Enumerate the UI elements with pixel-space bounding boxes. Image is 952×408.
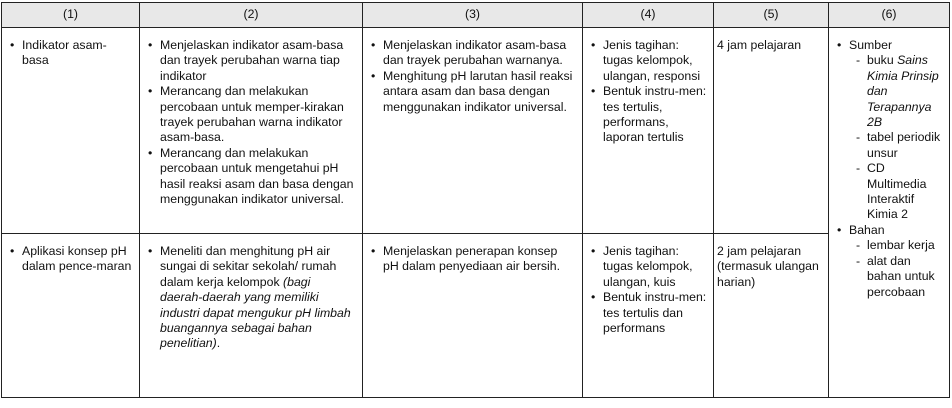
time-cell <box>714 234 829 398</box>
topic-cell <box>2 234 140 398</box>
list-item: • Menghitung pH larutan hasil reaksi antara asam dan basa dengan menggunakan indikator universal. <box>383 69 576 115</box>
indicator-cell <box>363 234 583 398</box>
item-text: tabel periodik unsur <box>867 130 941 160</box>
list-item: • Menjelaskan indikator asam-basa dan trayek perubahan warna tiap indikator <box>160 38 356 84</box>
list-item: - lembar kerja <box>867 238 943 253</box>
list-item: • Jenis tagihan: tugas kelompok, ulangan, kuis <box>603 244 707 290</box>
resources-heading <box>849 38 943 223</box>
list-item: • Menjelaskan indikator asam-basa dan trayek perubahan warnanya. <box>383 38 576 69</box>
item-text: Meneliti dan menghitung pH air sungai di sekitar sekolah/ rumah dalam kerja kelompok <box>160 244 337 289</box>
item-end: . <box>216 336 221 351</box>
list-item: • Aplikasi konsep pH dalam pence-maran <box>22 244 133 275</box>
list-item: • Bentuk instru-men: tes tertulis, performans, laporan tertulis <box>603 84 707 146</box>
list-item <box>867 130 943 161</box>
indicator-cell <box>363 28 583 234</box>
time-text: 2 jam pelajaran (termasuk ulangan harian) <box>717 244 819 289</box>
resources-label: Sumber <box>849 38 893 52</box>
time-cell <box>714 28 829 234</box>
assessment-cell <box>583 28 714 234</box>
header-cell: (5) <box>714 3 829 28</box>
list-item: • Menjelaskan penerapan konsep pH dalam penyediaan air bersih. <box>383 244 576 275</box>
resources-cell <box>829 28 950 398</box>
list-item: • Merancang dan melakukan percobaan untuk mengetahui pH hasil reaksi asam dan basa dengan menggunakan indikator universal. <box>160 146 356 208</box>
time-text: 4 jam pelajaran <box>717 38 802 52</box>
header-row <box>2 3 950 28</box>
list-item <box>160 244 356 352</box>
item-text: buku <box>867 53 898 68</box>
list-item: • Indikator asam-basa <box>22 38 133 69</box>
list-item: • Bentuk instru-men: tes tertulis dan performans <box>603 290 707 336</box>
header-cell: (2) <box>140 3 363 28</box>
list-item: • Merancang dan melakukan percobaan untuk memper-kirakan trayek perubahan warna indikator asam-basa. <box>160 84 356 146</box>
activity-cell <box>140 28 363 234</box>
activity-cell <box>140 234 363 398</box>
header-cell: (3) <box>363 3 583 28</box>
list-item: • Jenis tagihan: tugas kelompok, ulangan, responsi <box>603 38 707 84</box>
item-text: CD Multimedia Interaktif Kimia 2 <box>867 161 927 222</box>
table-row <box>2 28 950 234</box>
header-cell: (1) <box>2 3 140 28</box>
list-item <box>867 161 943 223</box>
item-note: (bagi daerah-daerah yang memiliki industri dapat mengukur pH limbah buangannya sebagai bahan penelitian) <box>160 274 351 351</box>
topic-cell <box>2 28 140 234</box>
assessment-cell <box>583 234 714 398</box>
header-cell: (6) <box>829 3 950 28</box>
syllabus-table <box>1 2 950 398</box>
table-row <box>2 234 950 398</box>
book-title: Sains Kimia Prinsip dan Terapannya 2B <box>867 53 939 130</box>
materials-label: Bahan <box>849 222 885 237</box>
list-item <box>867 53 943 130</box>
list-item: - alat dan bahan untuk percobaan <box>867 254 943 300</box>
header-cell: (4) <box>583 3 714 28</box>
materials-heading <box>849 223 943 300</box>
